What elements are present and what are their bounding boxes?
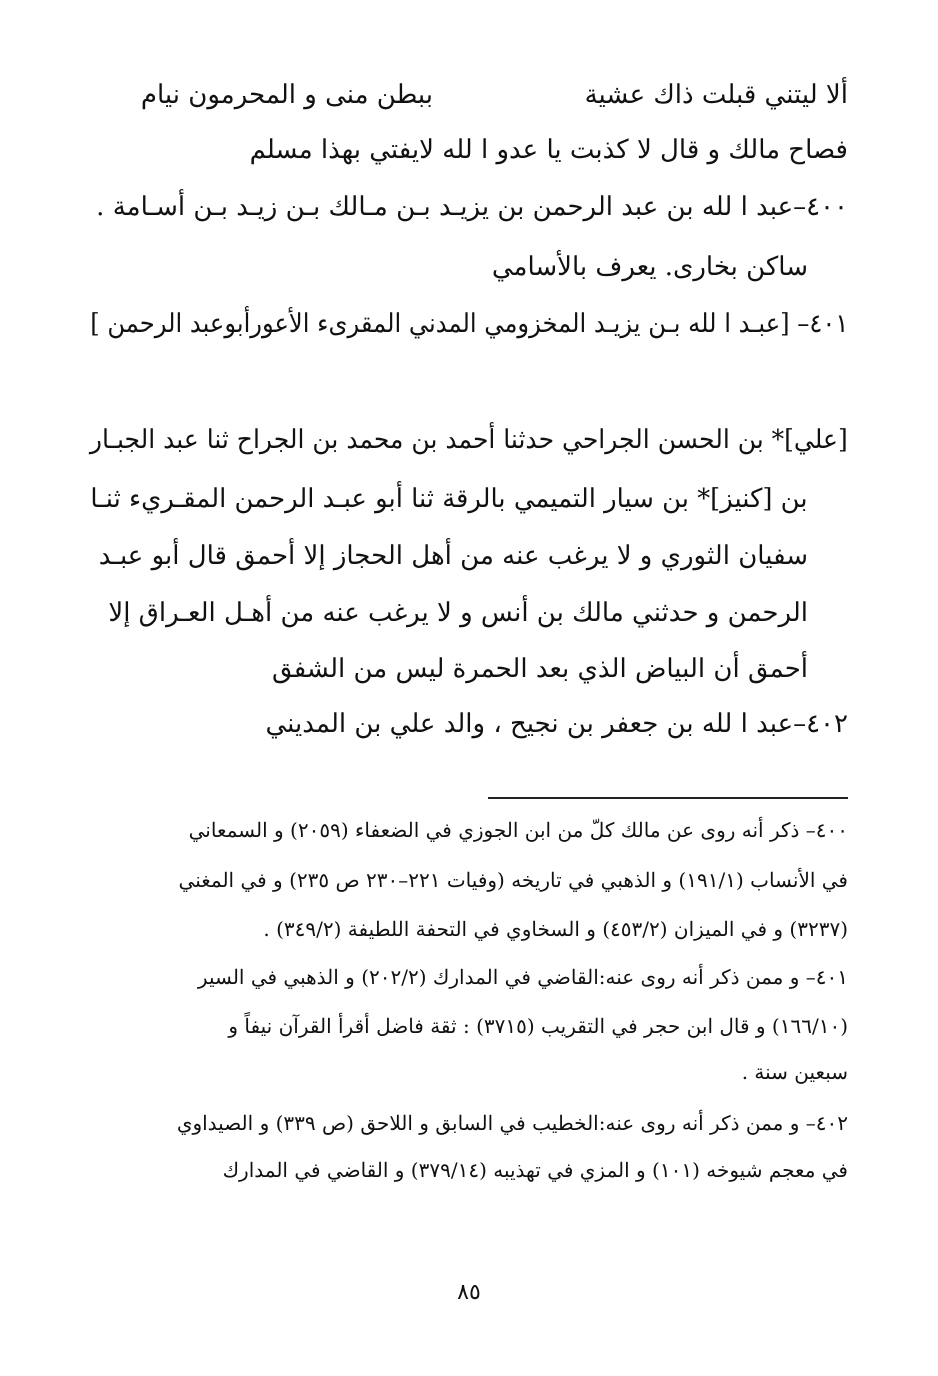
footnote-line: (٣٢٣٧) و في الميزان (٤٥٣/٢) و السخاوي في التحفة اللطيفة (٣٤٩/٢) . xyxy=(263,917,848,941)
footnote-line: ٤٠١– و ممن ذكر أنه روى عنه:القاضي في المدارك (٢٠٢/٢) و الذهبي في السير xyxy=(197,965,848,989)
text-line: بن [كنيز]* بن سيار التميمي بالرقة ثنا أبو عبـد الرحمن المقـريء ثنـا xyxy=(90,484,808,514)
footnote-line: في الأنساب (١٩١/١) و الذهبي في تاريخه (وفيات ٢٢١–٢٣٠ ص ٢٣٥) و في المغني xyxy=(178,868,848,892)
footnote-line: في معجم شيوخه (١٠١) و المزي في تهذيبه (٣٧٩/١٤) و القاضي في المدارك xyxy=(222,1158,848,1182)
footnote-line: ٤٠٢– و ممن ذكر أنه روى عنه:الخطيب في السابق و اللاحق (ص ٣٣٩) و الصيداوي xyxy=(176,1111,848,1135)
entry-401-heading: ٤٠١– [عبـد ا لله بـن يزيـد المخزومي المدني المقرىء الأعورأبوعبد الرحمن ] xyxy=(89,309,848,339)
footnote-line: ٤٠٠– ذكر أنه روى عن مالك كلّ من ابن الجوزي في الضعفاء (٢٠٥٩) و السمعاني xyxy=(188,818,848,842)
verse-first-half: ألا ليتني قبلت ذاك عشية xyxy=(584,80,848,110)
footnote-line: (١٦٦/١٠) و قال ابن حجر في التقريب (٣٧١٥) : ثقة فاضل أقرأ القرآن نيفاً و xyxy=(228,1014,848,1038)
page-number: ٨٥ xyxy=(457,1280,481,1305)
text-line: سفيان الثوري و لا يرغب عنه من أهل الحجاز إلا أحمق قال أبو عبـد xyxy=(98,541,808,571)
footnote-divider xyxy=(488,797,848,799)
text-line: الرحمن و حدثني مالك بن أنس و لا يرغب عنه من أهـل العـراق إلا xyxy=(108,598,808,628)
entry-400-heading: ٤٠٠–عبد ا لله بن عبد الرحمن بن يزيـد بـن مـالك بـن زيـد بـن أسـامة . xyxy=(96,192,848,222)
footnote-line: سبعين سنة . xyxy=(741,1060,848,1084)
text-line: ساكن بخارى. يعرف بالأسامي xyxy=(491,252,808,282)
entry-402-heading: ٤٠٢–عبد ا لله بن جعفر بن نجيح ، والد علي بن المديني xyxy=(265,709,848,739)
verse-second-half: ببطن منى و المحرمون نيام xyxy=(140,80,433,110)
text-line: [علي]* بن الحسن الجراحي حدثنا أحمد بن محمد بن الجراح ثنا عبد الجبـار xyxy=(90,425,848,455)
text-line: فصاح مالك و قال لا كذبت يا عدو ا لله لايفتي بهذا مسلم xyxy=(249,135,848,165)
text-line: أحمق أن البياض الذي بعد الحمرة ليس من الشفق xyxy=(272,654,808,684)
